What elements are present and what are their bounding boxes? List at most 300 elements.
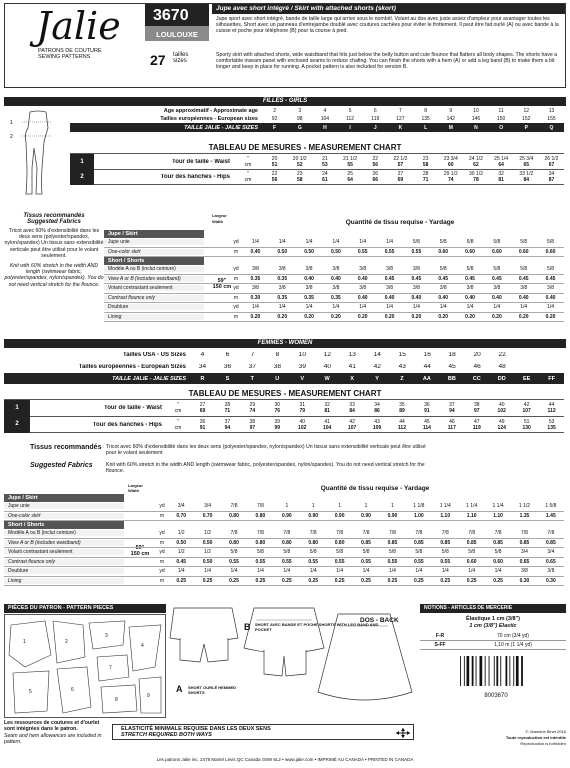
yardage-row [4,512,564,522]
cell: 3 [298,108,302,114]
size-count-number: 27 [150,52,166,68]
yardage-value: 0.25 [334,577,345,584]
brand-logo [6,4,144,86]
inch-value: 46 [449,418,455,425]
yardage-value: 0.50 [176,539,187,546]
cell: 10 [473,108,479,114]
copyright: © Jeannine Binet 2016 [525,729,566,734]
yardage-row [104,248,564,258]
cell: 6 [373,108,377,114]
yardage-value: 1/4 [309,568,317,575]
girls-fabric-title: Tissus recommandés [23,213,85,219]
measure-cell [539,156,564,168]
unit-label: yd [233,285,239,292]
inch-value: 40 [498,402,505,408]
yardage-value: 5/8 [388,549,396,556]
cell: 46 [473,364,481,370]
yardage-value: 0.55 [308,558,319,565]
yardage-row-label: Lining [4,578,124,584]
cell: 152 [522,116,531,122]
pieces-note-en: Seam and hem allowances are included in pattern. [4,733,102,746]
cell: 6 [225,352,230,358]
cm-value: 114 [422,424,431,431]
yardage-value: 1 1/4 [492,503,504,510]
inch-value: 26 1/2 [544,155,559,162]
yardage-row-label: Volant contrastant seulement [104,285,204,291]
yardage-row [4,558,564,568]
yardage-value: 1/4 [332,239,340,246]
yardage-value: 7/8 [309,530,317,537]
yardage-value: 7/8 [283,530,291,537]
yardage-row-label: One-color skirt [4,513,124,519]
cm-value: 65 [523,161,530,168]
measure-cell [215,419,240,431]
yardage-value: 3/8 [521,568,528,575]
yardage-row [104,265,564,275]
inch-value: 36 [199,418,206,425]
yardage-value: 1 1/8 [413,503,425,510]
yardage-value: 3/8 [332,285,340,292]
yardage-value: 7/8 [388,530,396,537]
unit-label: m [233,248,239,255]
copyright-en: Reproduction is forbidden [520,741,566,746]
cm-value: 74 [448,177,454,183]
cm-value: 71 [422,177,429,183]
yardage-row-label: Modèle A ou B (inclut ceinture) [104,266,204,272]
yardage-value: 0.70 [202,512,213,519]
yardage-value: 3/8 [547,285,554,292]
cm-value: 91 [199,424,206,431]
barcode-bar [485,656,486,686]
cm-value: 124 [497,424,506,431]
yardage-value: 0.45 [411,275,422,282]
women-width-label: Largeur Width [128,483,143,493]
yardage-row-label: Contrast flounce only [4,559,124,565]
barcode-bar [496,656,498,686]
notion-amount: 70 cm (3/4 yd) [497,633,529,639]
svg-text:9: 9 [147,693,150,699]
yardage-value: 1/4 [251,239,259,246]
row-number-1: 1 [70,154,94,170]
cm-value: 51 [271,161,278,168]
cm-value: 97 [474,408,480,414]
pattern-name: LOULOUXE [145,26,209,41]
measure-cell [489,156,514,168]
yardage-value: 0.80 [308,539,319,546]
yardage-value: 1/4 [305,304,313,311]
yardage-value: 0.40 [304,275,314,282]
measure-cell [464,402,489,414]
yardage-value: 3/8 [305,266,313,273]
yardage-value: 0.85 [519,539,530,546]
girls-band: FILLES - GIRLS [4,97,566,106]
description-en: Sporty skirt with attached shorts, wide waistband that hits just below the belly button and cute flounce that flatters all body shapes. The shorts have a comfortable inseam panel with enclosed seams to reduce chafing. You can finish the shorts with a hem (A) or add a leg band (B) to make them a bit longer and keep in place for running. A pocket pattern is also included for version B. [216,52,558,71]
cell: 16 [423,352,431,358]
size-count [150,52,210,77]
yardage-value: 5/8 [520,239,528,246]
measure-cell [388,156,413,168]
yardage-value: 3/4 [547,549,555,556]
barcode-bar [516,656,519,686]
inch-value: 34 [548,171,555,177]
cell: 8 [275,352,280,358]
notion-row [420,641,566,650]
yardage-value: 5/8 [547,239,554,246]
yardage-section-header: Short / Shorts [4,521,124,529]
measure-cell [340,402,365,414]
girls-measure-table: 1 Tour de taille - Waist " cm 20 51 20 1/2 52 21 53 21 1/2 55 22 56 22 1/2 57 23 58 23 3/4 60 24 1/2 62 25 1/4 64 25 3/4 65 26 1/2 67 2 Tour des hanches - Hips " cm 22 56 23 58 24 61 25 64 26 66 27 69 28 71 29 1/2 74 30 1/2 78 32 81 33 1/2 84 34 87 [70,153,564,191]
measure-cell [489,171,514,183]
cell: 12 [323,352,331,358]
inch-value: 42 [523,402,530,408]
measure-cell [287,171,312,183]
women-fabric-title-en: Suggested Fabrics [30,462,93,469]
svg-text:1: 1 [10,120,13,126]
measure-cell [539,402,564,414]
yardage-value: 0.35 [331,294,341,301]
unit-label: yd [159,503,165,510]
inch-value: 23 3/4 [443,155,458,162]
yardage-value: 1/4 [283,568,291,575]
cell: 5 [348,108,352,114]
inch-value: 25 3/4 [519,155,534,162]
cm-value: 135 [547,424,556,431]
yardage-value: 0.65 [546,558,556,565]
girls-fabric-en: Knit with 60% stretch in the width AND length (swimwear fabric, polyester/spandex, nylon/spandex). You do not need vertical stretch for the flounce. [4,263,104,288]
inch-value: 47 [474,418,480,425]
measure-cell [388,171,413,183]
stretch-arrows-icon [395,726,411,738]
cell: 8 [424,108,427,114]
women-width-value: 59" 150 cm [130,545,150,557]
yardage-value: 0.20 [357,313,368,320]
yardage-value: 0.25 [440,577,451,584]
yardage-value: 1/4 [386,304,394,311]
girls-yardage-table [104,230,564,322]
cm-value: 60 [448,161,454,168]
women-fabric-title: Tissus recommandés [30,444,102,451]
measure-cell [190,402,215,414]
cell: 37 [248,364,257,370]
yardage-value: 0.25 [466,577,477,584]
cell: 9 [449,108,453,114]
cell: F [273,124,277,131]
cell: L [424,124,428,131]
yardage-value: 0.80 [229,512,239,519]
measure-cell [439,419,464,431]
w-jalie-size-label: TAILLE JALIE - JALIE SIZES [112,375,186,382]
yardage-row [104,284,564,294]
inch-value: 26 [372,171,379,177]
cell: 34 [198,364,207,370]
inch-value: 36 [424,402,430,408]
measure-cell [265,402,290,414]
yardage-row [104,303,564,313]
yardage-value: 0.45 [250,248,261,255]
yardage-row-label: Jupe unie [104,239,204,245]
girls-width-label: Largeur Width [212,213,227,225]
yardage-value: 0.55 [255,558,266,565]
yardage-value: 3/4 [521,549,528,556]
yardage-value: 0.60 [518,248,529,255]
yardage-value: 1 [311,503,315,510]
yardage-value: 0.85 [361,539,371,546]
measure-cell [464,419,489,431]
yardage-row [104,313,564,323]
cm-value: 67 [548,161,555,168]
yardage-value: 0.35 [250,275,261,282]
cell: W [324,375,330,382]
yardage-value: 0.50 [202,539,213,546]
women-size-table [4,349,564,385]
yardage-value: 0.50 [202,558,213,565]
yardage-value: 0.55 [229,558,239,565]
yardage-value: 0.40 [465,294,475,301]
inch-value: 29 1/2 [443,171,458,177]
cm-value: 58 [422,161,429,168]
cell: 119 [371,116,380,122]
notions-elastic: Élastique 1 cm (3/8") [466,616,520,622]
inch-value: 20 1/2 [292,155,307,162]
girls-waist-label: Tour de taille - Waist [171,158,230,165]
inch-value: 28 [224,402,231,408]
yardage-value: 5/8 [494,549,502,556]
yardage-value: 1/4 [256,568,264,575]
cell: 48 [498,364,506,370]
yardage-value: 1 1/4 [466,503,478,510]
cm-value: 86 [374,408,380,414]
yardage-value: 0.45 [438,275,449,282]
yardage-section-header: Jupe / Skirt [104,230,204,238]
yardage-value: 0.55 [357,248,368,255]
eu-size-label: Tailles européennes - European sizes [160,116,258,122]
cell: CC [472,375,481,382]
yardage-value: 5/8 [466,266,474,273]
yardage-value: 3/8 [386,266,394,273]
cell: AA [422,375,431,382]
yardage-value: 3/8 [386,285,394,292]
cm-value: 97 [249,424,256,431]
yardage-value: 0.40 [331,275,341,282]
cell: DD [497,375,506,382]
yardage-value: 0.45 [492,275,502,282]
cm-value: 102 [497,408,506,414]
yardage-value: 7/8 [415,530,423,537]
yardage-value: 3/8 [547,568,555,575]
yardage-value: 0.80 [229,539,239,546]
women-fabric-box [4,442,564,482]
stretch-banner [112,724,414,740]
yardage-value: 1.35 [519,512,530,519]
cm-value: 107 [522,408,531,414]
measure-cell [215,402,240,414]
cell: 44 [423,364,431,370]
yardage-value: 7/8 [230,530,238,537]
cell: 13 [548,108,555,114]
cell: M [448,124,453,131]
yardage-value: 0.35 [277,294,288,301]
yardage-value: 0.80 [334,539,345,546]
yardage-value: 1/4 [441,568,449,575]
cell: I [349,124,351,131]
measure-cell [489,402,514,414]
inch-value: 29 [249,402,256,408]
yardage-value: 1/4 [386,239,394,246]
measure-cell [240,402,265,414]
yardage-row [104,294,564,304]
cm-value: 61 [322,177,328,183]
yardage-value: 1.10 [466,512,477,519]
svg-text:7: 7 [109,665,112,671]
yardage-value: 1/4 [305,239,313,246]
cell: 112 [346,116,355,122]
measure-cell [365,419,390,431]
inch-value: 45 [424,418,430,425]
cell: G [297,124,302,131]
measure-cell [240,419,265,431]
cm-value: 87 [548,177,555,183]
cell: 40 [323,364,331,370]
yardage-value: 0.55 [281,558,292,565]
yardage-value: 1/2 [204,549,212,556]
yardage-row [4,539,564,549]
measure-cell [340,419,365,431]
yardage-row-label: View A or B (includes waistband) [4,540,124,546]
inch-value: 34 [374,402,380,408]
cell: 20 [473,352,481,358]
measure-cell [290,419,315,431]
cell: 142 [446,116,455,122]
yardage-value: 0.20 [277,313,288,320]
yardage-value: 0.20 [331,313,341,320]
barcode-bar [513,656,514,686]
yardage-value: 0.55 [413,558,424,565]
cm-value: 57 [397,161,404,168]
yardage-value: 1/4 [388,568,396,575]
inch-value: 39 [274,418,281,425]
measure-cell [463,171,488,183]
cm-value: 79 [299,408,305,414]
yardage-value: 0.25 [493,577,503,584]
measure-cell [514,156,539,168]
inch-value: 24 [322,171,328,177]
cm-value: 64 [347,177,353,183]
cell: O [499,124,504,131]
yardage-value: 1/2 [204,530,212,537]
yardage-value: 0.55 [440,558,451,565]
unit-label: m [159,577,165,584]
measure-cell [514,419,539,431]
cell: 14 [373,352,381,358]
svg-text:1: 1 [23,639,26,645]
yardage-value: 3/8 [305,285,313,292]
yardage-value: 0.25 [308,577,319,584]
yardage-value: 3/8 [466,285,474,292]
cell: 4 [200,352,205,358]
barcode-bar [476,656,477,686]
yardage-row [4,502,564,512]
yardage-value: 7/8 [547,530,555,537]
measure-cell [438,156,463,168]
yardage-value: 3/8 [359,285,367,292]
yardage-value: 3/8 [493,285,501,292]
women-waist-label: Tour de taille - Waist [103,405,162,411]
girls-figure [8,108,68,196]
yardage-value: 1/4 [204,568,212,575]
cm-value: 81 [498,177,504,183]
measure-cell [312,156,337,168]
yardage-value: 0.80 [281,539,292,546]
unit-label: yd [233,304,239,311]
yardage-row [4,567,564,577]
yardage-value: 7/8 [336,530,344,537]
inch-value: 21 1/2 [343,155,358,162]
inch-value: 43 [374,418,380,425]
yardage-row-label: View A or B (includes waistband) [104,276,204,282]
measure-cell [390,402,415,414]
yardage-value: 5/8 [439,266,447,273]
yardage-value: 0.70 [176,512,187,519]
svg-text:2: 2 [10,134,13,140]
notion-size: F-R [435,633,445,639]
yardage-value: 1 [364,503,368,510]
yardage-value: 0.25 [176,577,187,584]
yardage-value: 3/8 [278,266,286,273]
yardage-value: 0.80 [255,539,266,546]
cell: 39 [298,364,306,370]
measure-cell [439,402,464,414]
pattern-pieces-drawing [4,614,166,718]
yardage-value: 1/4 [336,568,344,575]
yardage-value: 5/8 [493,266,501,273]
svg-text:6: 6 [71,687,74,693]
cell: 146 [471,116,481,122]
yardage-value: 0.20 [250,313,261,320]
inch-value: 40 [299,418,305,425]
women-yardage-title: Quantité de tissu requise - Yardage [320,485,430,492]
cell: 2 [273,108,276,114]
cell: 92 [271,116,278,122]
yardage-value: 0.45 [176,558,187,565]
yardage-value: 0.90 [387,512,398,519]
yardage-row [4,529,564,539]
inch-value: 25 1/4 [494,155,509,162]
svg-text:3: 3 [105,633,108,639]
measure-cell [539,419,564,431]
inch-value: 33 [349,402,355,408]
view-b-letter: B [244,622,251,632]
yardage-value: 1.00 [413,512,424,519]
cm-value: 58 [296,177,303,183]
measure-cell [315,419,340,431]
yardage-value: 1/4 [278,304,286,311]
yardage-value: 0.20 [438,313,449,320]
cell: S [225,375,230,382]
yardage-value: 7/8 [256,530,264,537]
inch-value: 37 [224,418,231,425]
cm-value: 84 [523,177,530,183]
yardage-value: 3/4 [204,503,212,510]
inch-value: 30 1/2 [469,171,483,177]
yardage-row-label: Doublure [4,568,124,574]
women-chart-title: TABLEAU DE MESURES - MEASUREMENT CHART [188,389,382,398]
inch-value: 37 [449,402,455,408]
yardage-value: 5/8 [441,549,449,556]
footer: Les patrons Jalie inc. 2478 Martel Lévis QC Canada G6W 6L2 • www.jalie.com • IMPRIMÉ AU CANADA • PRINTED IN CANADA [156,757,414,762]
cell: Q [549,124,554,131]
yardage-value: 0.60 [493,558,503,565]
cell: 7 [399,108,402,114]
